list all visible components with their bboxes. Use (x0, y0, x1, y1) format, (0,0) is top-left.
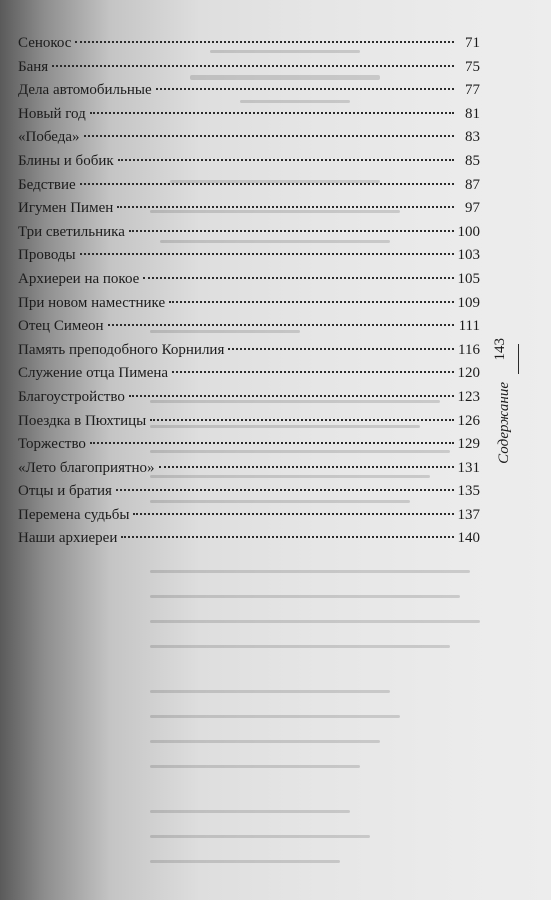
dot-leader (108, 324, 454, 326)
toc-entry-title: Наши архиереи (18, 530, 118, 547)
toc-entry (18, 79, 480, 103)
running-head (493, 338, 533, 488)
toc-entry-title: Отцы и братия (18, 483, 112, 500)
toc-entry-page: 123 (457, 388, 480, 405)
dot-leader (116, 489, 454, 491)
toc-entry-page: 126 (457, 412, 480, 429)
toc-entry (18, 339, 480, 363)
toc-entry-page: 71 (465, 35, 480, 51)
toc-entry-title: Игумен Пимен (18, 200, 114, 217)
toc-entry (18, 292, 480, 316)
toc-entry (18, 410, 480, 434)
toc-entry (18, 126, 480, 150)
dot-leader (169, 301, 454, 303)
toc-entry (18, 480, 480, 504)
toc-entry (18, 457, 480, 481)
toc-entry-page: 100 (457, 223, 480, 240)
dot-leader (150, 419, 454, 421)
toc-entry-page: 129 (457, 436, 480, 453)
toc-entry-title: Торжество (18, 436, 86, 453)
toc-entry-page: 83 (465, 129, 480, 146)
toc-entry-title: При новом наместнике (18, 294, 166, 311)
dot-leader (133, 513, 454, 515)
dot-leader (117, 206, 454, 208)
toc-entry-page: 81 (465, 105, 480, 122)
dot-leader (90, 442, 454, 444)
dot-leader (75, 41, 454, 43)
toc-entry (18, 56, 480, 80)
running-head-rule (518, 344, 519, 374)
toc-entry (18, 150, 480, 174)
toc-entry (18, 504, 480, 528)
dot-leader (129, 395, 454, 397)
toc-entry (18, 386, 480, 410)
toc-entry-title: «Лето благоприятно» (18, 459, 155, 476)
page-number: 143 (492, 338, 508, 361)
toc-entry-title: Благоустройство (18, 388, 125, 405)
toc-entry (18, 32, 480, 56)
toc-entry (18, 268, 480, 292)
toc-entry-page: 85 (465, 152, 480, 169)
toc-entry-title: Отец Симеон (18, 318, 104, 335)
toc-entry-page: 131 (457, 459, 480, 476)
dot-leader (159, 466, 454, 468)
toc-entry-title: «Победа» (18, 129, 80, 146)
toc-entry-page: 120 (457, 365, 480, 382)
section-title: Содержание (496, 382, 512, 464)
dot-leader (121, 536, 454, 538)
table-of-contents (18, 32, 480, 551)
dot-leader (84, 135, 454, 137)
toc-entry-page: 105 (457, 270, 480, 287)
dot-leader (80, 183, 454, 185)
toc-entry-title: Память преподобного Корнилия (18, 341, 225, 358)
toc-entry-title: Три светильника (18, 223, 125, 240)
toc-entry (18, 174, 480, 198)
dot-leader (90, 112, 454, 114)
toc-entry (18, 103, 480, 127)
toc-entry-page: 75 (465, 58, 480, 75)
toc-entry-page: 140 (457, 530, 480, 547)
toc-entry-page: 87 (465, 176, 480, 193)
dot-leader (52, 65, 454, 67)
dot-leader (228, 348, 454, 350)
toc-entry-page: 109 (457, 294, 480, 311)
toc-entry-title: Проводы (18, 247, 76, 264)
toc-entry (18, 362, 480, 386)
toc-entry-page: 77 (465, 82, 480, 99)
toc-entry (18, 433, 480, 457)
toc-entry (18, 221, 480, 245)
toc-entry-title: Дела автомобильные (18, 82, 152, 99)
toc-entry-title: Новый год (18, 105, 86, 122)
dot-leader (80, 253, 454, 255)
toc-entry-page: 103 (457, 247, 480, 264)
toc-entry-title: Блины и бобик (18, 152, 114, 169)
toc-entry-title: Баня (18, 58, 49, 75)
dot-leader (118, 159, 454, 161)
dot-leader (156, 88, 454, 90)
toc-entry-page: 135 (457, 483, 480, 500)
toc-entry-title: Архиереи на покое (18, 270, 140, 287)
toc-entry (18, 315, 480, 339)
toc-entry (18, 244, 480, 268)
toc-entry-page: 97 (465, 200, 480, 217)
dot-leader (143, 277, 454, 279)
dot-leader (129, 230, 454, 232)
toc-entry-page: 116 (458, 341, 480, 358)
toc-entry (18, 527, 480, 551)
toc-entry-title: Служение отца Пимена (18, 365, 169, 382)
dot-leader (172, 371, 454, 373)
toc-entry-title: Бедствие (18, 176, 76, 193)
toc-entry-title: Поездка в Пюхтицы (18, 412, 147, 429)
toc-entry-title: Перемена судьбы (18, 506, 130, 523)
toc-entry-page: 137 (457, 506, 480, 523)
toc-entry-page: 111 (458, 318, 480, 335)
toc-entry (18, 197, 480, 221)
toc-entry-title: Сенокос (18, 35, 72, 51)
